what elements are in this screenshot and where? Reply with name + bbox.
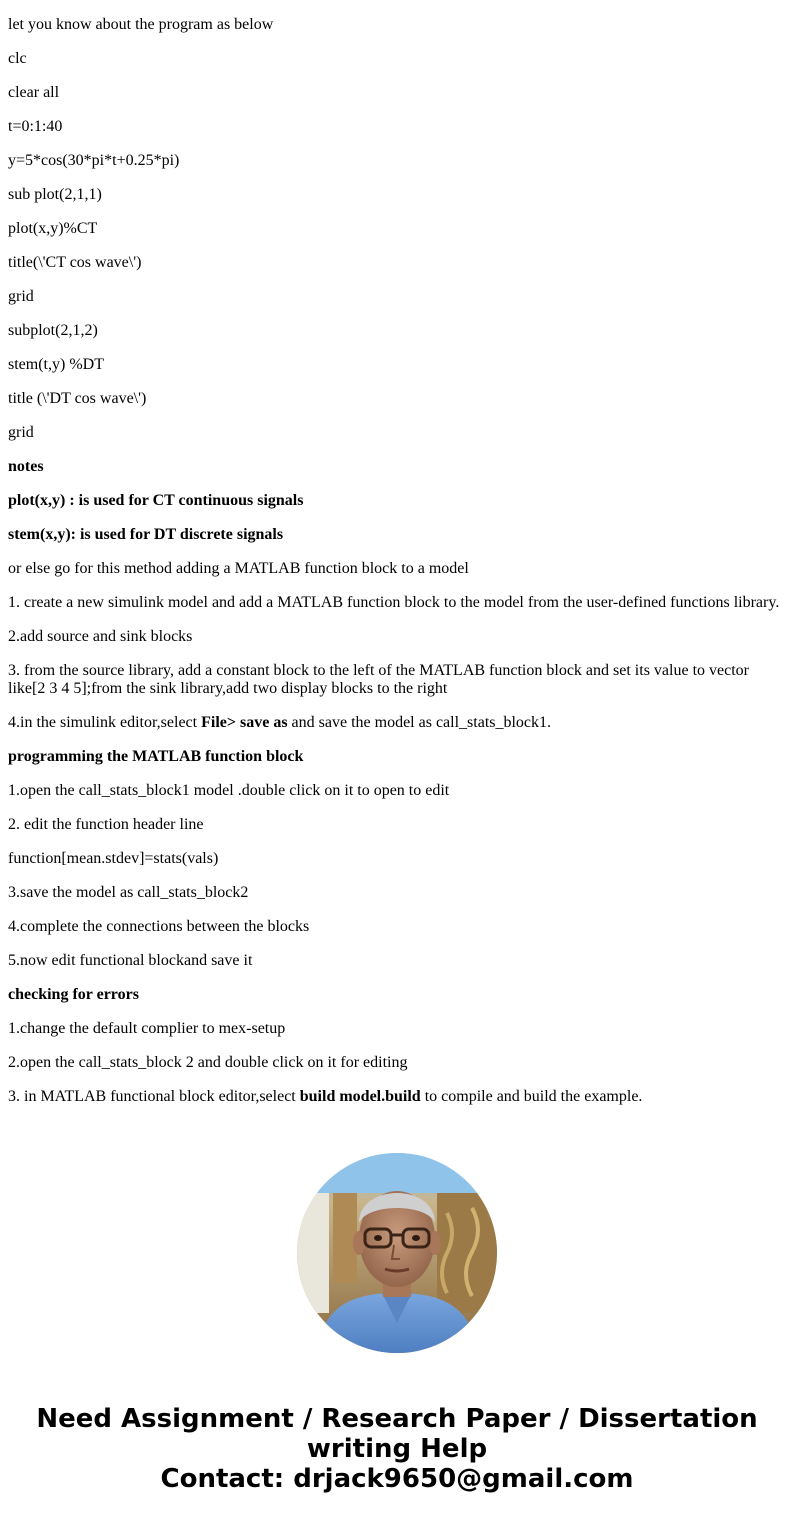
build-step-menu: build model.build <box>299 1088 421 1105</box>
build-step-suffix: to compile and build the example. <box>420 1088 643 1105</box>
text-line: clc <box>8 50 27 67</box>
save-step-suffix: and save the model as call_stats_block1. <box>287 714 552 731</box>
text-line: 3.save the model as call_stats_block2 <box>8 884 249 901</box>
save-step-menu: File> save as <box>201 714 288 731</box>
text-line: clear all <box>8 84 60 101</box>
promo-line-2: writing Help <box>306 1434 488 1464</box>
text-line: grid <box>8 288 34 305</box>
text-line: y=5*cos(30*pi*t+0.25*pi) <box>8 152 180 169</box>
text-line: or else go for this method adding a MATLAB function block to a model <box>8 560 469 577</box>
text-line: 2.add source and sink blocks <box>8 628 193 645</box>
build-step-line <box>8 1088 786 1106</box>
bold-line: plot(x,y) : is used for CT continuous signals <box>8 492 304 509</box>
text-line: 2. edit the function header line <box>8 816 204 833</box>
promo-line-1: Need Assignment / Research Paper / Dissertation <box>36 1404 758 1434</box>
line-list-2 <box>8 748 786 1072</box>
bold-line: notes <box>8 458 44 475</box>
text-line: stem(t,y) %DT <box>8 356 104 373</box>
bold-line: programming the MATLAB function block <box>8 748 304 765</box>
promo-contact: Contact: drjack9650@gmail.com <box>160 1464 634 1494</box>
bold-line: stem(x,y): is used for DT discrete signals <box>8 526 284 543</box>
text-line: function[mean.stdev]=stats(vals) <box>8 850 219 867</box>
text-line: let you know about the program as below <box>8 16 274 33</box>
text-line: 5.now edit functional blockand save it <box>8 952 253 969</box>
author-avatar <box>297 1153 497 1353</box>
text-line: grid <box>8 424 34 441</box>
text-line: 3. from the source library, add a constant block to the left of the MATLAB function block and set its value to vector like[2 3 4 5];from the sink library,add two display blocks to the right <box>8 662 749 697</box>
line-list-1 <box>8 16 786 698</box>
text-line: t=0:1:40 <box>8 118 63 135</box>
text-line: plot(x,y)%CT <box>8 220 98 237</box>
text-line: title(\'CT cos wave\') <box>8 254 142 271</box>
text-line: 1.change the default complier to mex-setup <box>8 1020 286 1037</box>
text-line: subplot(2,1,2) <box>8 322 98 339</box>
author-portrait-image <box>297 1153 497 1353</box>
text-line: 1. create a new simulink model and add a MATLAB function block to the model from the user-defined functions library. <box>8 594 780 611</box>
text-line: 1.open the call_stats_block1 model .double click on it to open to edit <box>8 782 450 799</box>
save-step-line <box>8 714 786 732</box>
text-line: 4.complete the connections between the blocks <box>8 918 310 935</box>
document-body <box>8 16 786 1122</box>
save-step-prefix: 4.in the simulink editor,select <box>8 714 202 731</box>
build-step-prefix: 3. in MATLAB functional block editor,select <box>8 1088 300 1105</box>
promo-banner <box>0 1404 794 1494</box>
bold-line: checking for errors <box>8 986 139 1003</box>
text-line: title (\'DT cos wave\') <box>8 390 147 407</box>
text-line: 2.open the call_stats_block 2 and double click on it for editing <box>8 1054 408 1071</box>
text-line: sub plot(2,1,1) <box>8 186 102 203</box>
